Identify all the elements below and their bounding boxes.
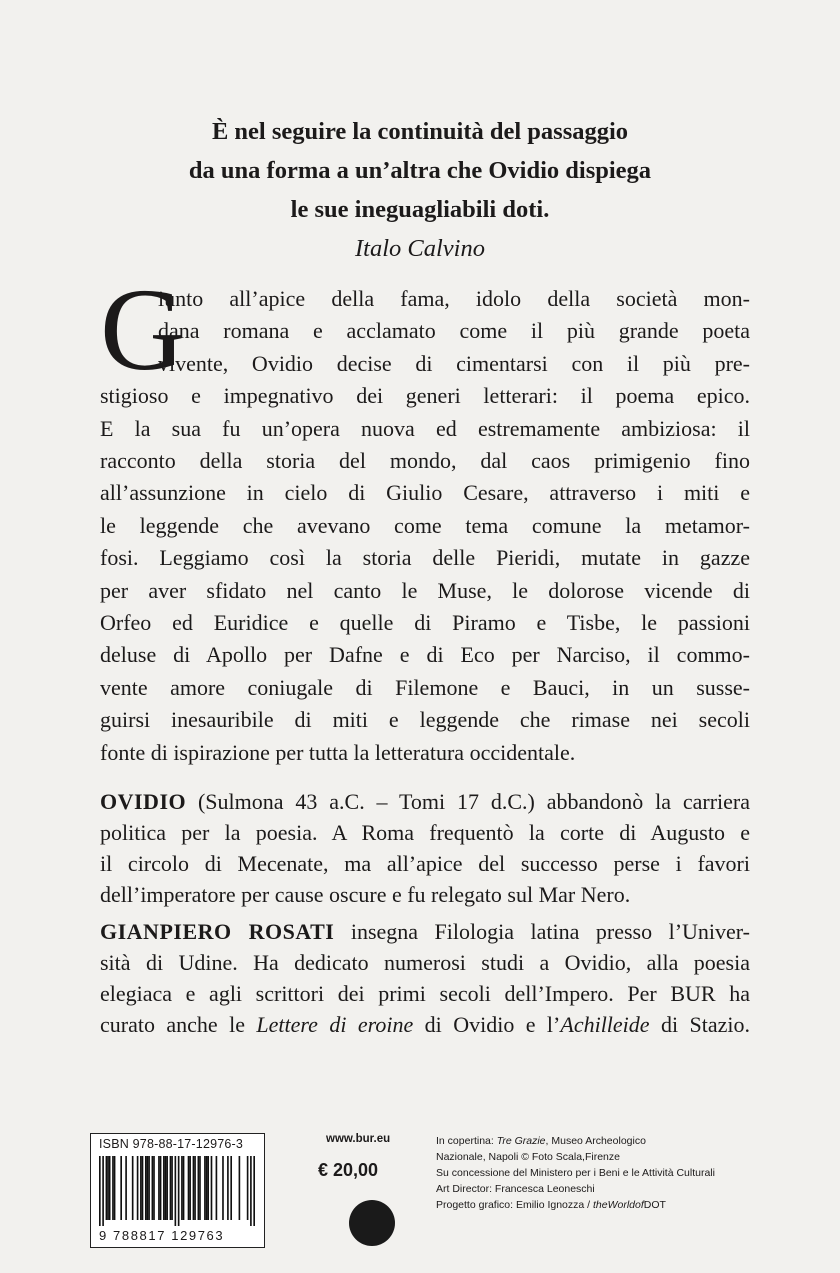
barcode-bar: [204, 1156, 206, 1220]
barcode-bar: [165, 1156, 167, 1220]
synopsis-line: stigioso e impegnativo dei generi letterari: il poema epico.: [100, 383, 750, 409]
barcode-box: [90, 1133, 265, 1248]
barcode-bar: [114, 1156, 116, 1220]
bio-line: il circolo di Mecenate, ma all’apice del successo perse i favori: [100, 851, 750, 876]
barcode-bar: [230, 1156, 232, 1220]
synopsis-line: all’assunzione in cielo di Giulio Cesare, attraverso i miti e: [100, 480, 750, 506]
barcode-bar: [125, 1156, 127, 1220]
barcode-bar: [152, 1156, 154, 1220]
barcode-bar: [163, 1156, 165, 1220]
barcode-bar: [99, 1156, 101, 1226]
credit-line: Nazionale, Napoli © Foto Scala,Firenze: [436, 1151, 620, 1163]
bio-line: sità di Udine. Ha dedicato numerosi studi a Ovidio, alla poesia: [100, 950, 750, 975]
barcode-bar: [145, 1156, 147, 1220]
synopsis-line: fosi. Leggiamo così la storia delle Pieridi, mutate in gazze: [100, 545, 750, 571]
barcode-bar: [181, 1156, 183, 1220]
barcode-bar: [107, 1156, 109, 1220]
bio-text: (Sulmona 43 a.C. – Tomi 17 d.C.) abbandonò la carriera: [186, 789, 750, 814]
barcode-bar: [170, 1156, 172, 1220]
barcode-bar: [142, 1156, 144, 1220]
barcode-bar: [140, 1156, 142, 1220]
barcode-bar: [206, 1156, 208, 1220]
barcode-bar: [148, 1156, 150, 1220]
credit-line: [436, 1133, 715, 1149]
bio-line: [100, 786, 750, 817]
bio-line: politica per la poesia. A Roma frequentò la corte di Augusto e: [100, 820, 750, 845]
studio-name: theWorldof: [593, 1199, 644, 1211]
barcode-bar: [112, 1156, 114, 1220]
barcode-bar: [247, 1156, 249, 1220]
book-title: Lettere di eroine: [256, 1012, 414, 1037]
barcode-bar: [188, 1156, 190, 1220]
synopsis-line: guirsi inesauribile di miti e leggende che rimase nei secoli: [100, 707, 750, 733]
barcode-bar: [253, 1156, 255, 1226]
barcode-bar: [222, 1156, 224, 1220]
drop-cap: G: [100, 264, 186, 395]
barcode-bar: [102, 1156, 104, 1226]
credit-text: , Museo Archeologico: [545, 1135, 646, 1147]
synopsis-line: le leggende che avevano come tema comune la metamor-: [100, 512, 750, 538]
synopsis-line: E la sua fu un’opera nuova ed estremamente ambiziosa: il: [100, 415, 750, 441]
barcode-bar: [193, 1156, 195, 1220]
synopsis-line: fonte di ispirazione per tutta la letteratura occidentale.: [100, 739, 576, 765]
epigraph-line: da una forma a un’altra che Ovidio dispiega: [188, 157, 652, 184]
editor-name: GIANPIERO ROSATI: [100, 919, 335, 944]
barcode-bar: [132, 1156, 134, 1220]
epigraph-line: le sue ineguagliabili doti.: [290, 196, 550, 223]
synopsis-line: Orfeo ed Euridice e quelle di Piramo e Tisbe, le passioni: [100, 610, 750, 636]
barcode-bar: [194, 1156, 196, 1220]
barcode-bar: [199, 1156, 201, 1220]
bio-line: [100, 916, 750, 947]
bio-line: [100, 1009, 750, 1040]
isbn-label: ISBN 978-88-17-12976-3: [99, 1137, 244, 1151]
credit-text: Progetto grafico: Emilio Ignozza /: [436, 1199, 593, 1211]
bio-text: di Stazio.: [649, 1012, 751, 1037]
barcode-bar: [178, 1156, 180, 1226]
barcode-bar: [239, 1156, 241, 1220]
bio-text: curato anche le: [100, 1012, 257, 1037]
barcode-bar: [153, 1156, 155, 1220]
synopsis-line: vente amore coniugale di Filemone e Bauci, in un susse-: [100, 674, 750, 700]
credit-text: DOT: [643, 1199, 666, 1211]
author-name: OVIDIO: [100, 789, 187, 814]
publisher-url: www.bur.eu: [326, 1133, 391, 1145]
barcode-bar: [106, 1156, 108, 1220]
book-title: Achilleide: [560, 1012, 650, 1037]
barcode-bar: [147, 1156, 149, 1220]
barcode-bar: [211, 1156, 213, 1220]
barcode-bar: [207, 1156, 209, 1220]
barcode-bar: [120, 1156, 122, 1220]
barcode-bar: [109, 1156, 111, 1220]
bio-text: insegna Filologia latina presso l’Univer-: [334, 919, 750, 944]
publisher-logo-dot: [349, 1200, 395, 1246]
credit-line: Su concessione del Ministero per i Beni e le Attività Culturali: [436, 1167, 715, 1179]
barcode-bar: [175, 1156, 177, 1226]
synopsis: [100, 283, 750, 769]
barcode-bar: [171, 1156, 173, 1220]
barcode-number: 9 788817 129763: [99, 1228, 225, 1243]
barcode-bar: [166, 1156, 168, 1220]
synopsis-line: dana romana e acclamato come il più grande poeta: [158, 318, 750, 344]
epigraph-author: Italo Calvino: [355, 235, 485, 262]
barcode-bar: [189, 1156, 191, 1220]
synopsis-line: racconto della storia del mondo, dal caos primigenio fino: [100, 448, 750, 474]
price: € 20,00: [318, 1160, 379, 1180]
synopsis-line: deluse di Apollo per Dafne e di Eco per Narciso, il commo-: [100, 642, 750, 668]
author-bio: [100, 786, 750, 910]
barcode-bar: [160, 1156, 162, 1220]
cover-credits: [436, 1133, 715, 1213]
bio-text: di Ovidio e l’: [413, 1012, 561, 1037]
epigraph-line: È nel seguire la continuità del passaggio: [211, 118, 629, 145]
synopsis-line: iunto all’apice della fama, idolo della società mon-: [158, 286, 750, 311]
barcode: [99, 1156, 255, 1226]
barcode-bar: [227, 1156, 229, 1220]
artwork-title: Tre Grazie: [496, 1135, 546, 1147]
bio-line: elegiaca e agli scrittori dei primi secoli dell’Impero. Per BUR ha: [100, 981, 750, 1006]
credit-line: Art Director: Francesca Leoneschi: [436, 1183, 595, 1195]
barcode-bar: [216, 1156, 218, 1220]
barcode-bar: [183, 1156, 185, 1220]
synopsis-line: vivente, Ovidio decise di cimentarsi con il più pre-: [158, 350, 750, 376]
editor-bio: [100, 916, 750, 1040]
synopsis-line: per aver sfidato nel canto le Muse, le dolorose vicende di: [100, 577, 750, 603]
barcode-bar: [158, 1156, 160, 1220]
barcode-bar: [250, 1156, 252, 1226]
credit-line: [436, 1197, 715, 1213]
epigraph: [0, 112, 840, 268]
bio-line: dell’imperatore per cause oscure e fu relegato sul Mar Nero.: [100, 882, 631, 907]
barcode-bar: [198, 1156, 200, 1220]
credit-text: In copertina:: [436, 1135, 497, 1147]
barcode-bar: [137, 1156, 139, 1220]
